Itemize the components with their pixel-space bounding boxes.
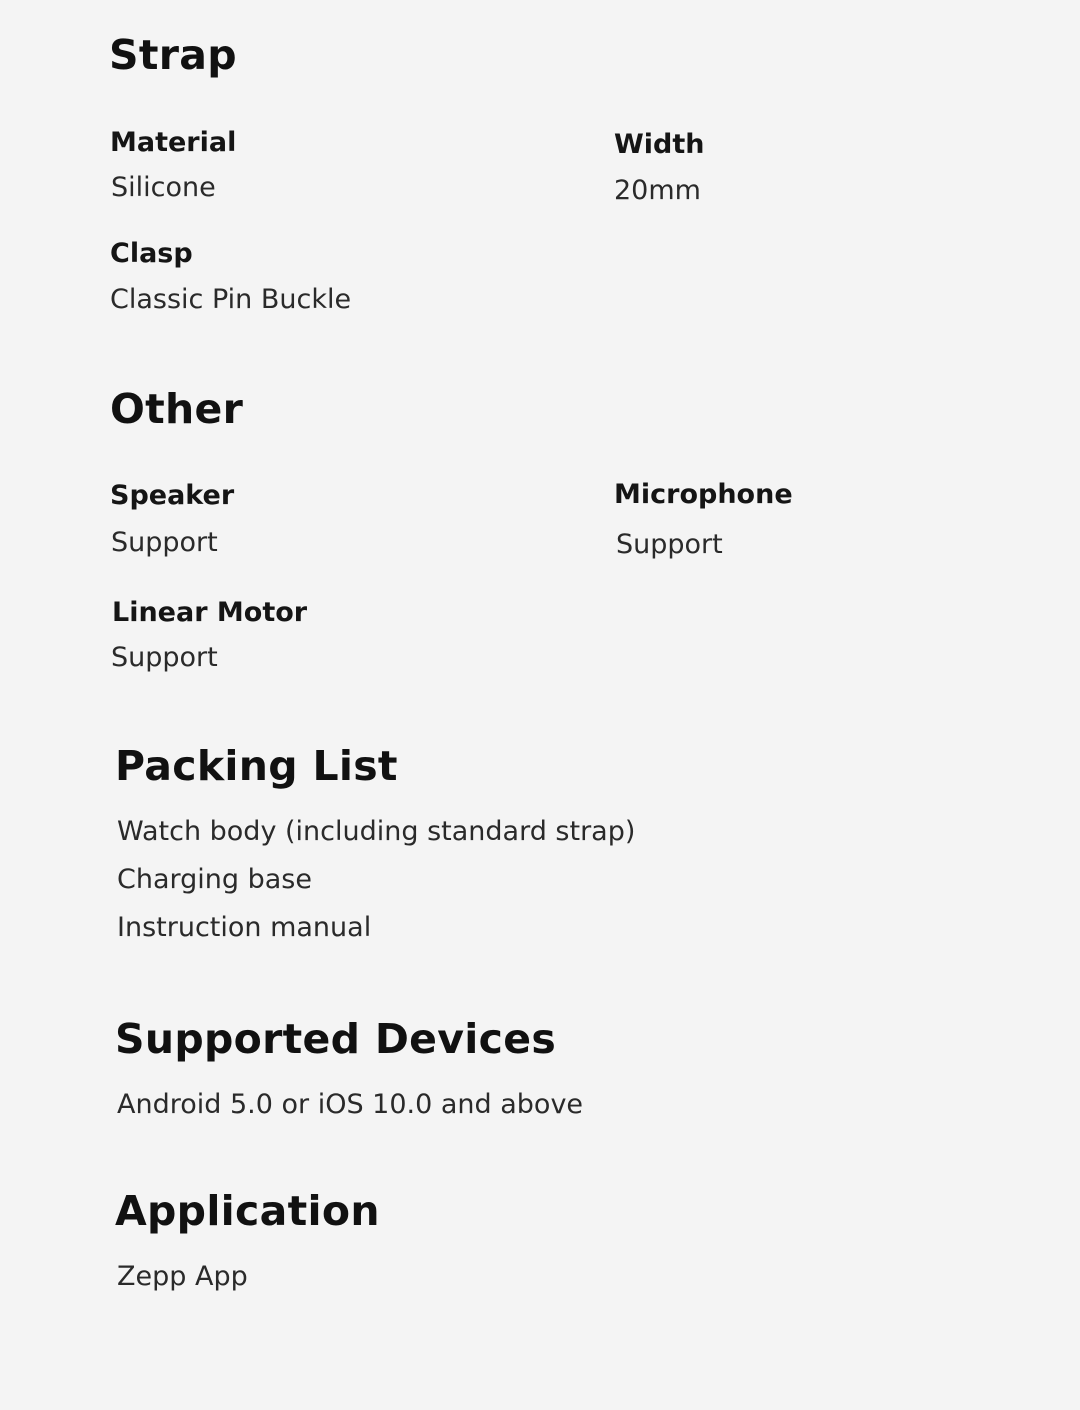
microphone-label: Microphone <box>614 479 793 510</box>
clasp-value: Classic Pin Buckle <box>110 284 352 315</box>
other-section-title: Other <box>110 385 244 433</box>
supported-devices-value: Android 5.0 or iOS 10.0 and above <box>117 1089 584 1120</box>
width-value: 20mm <box>614 175 701 206</box>
packing-list-item: Instruction manual <box>117 912 372 943</box>
linear-motor-label: Linear Motor <box>112 597 308 628</box>
packing-list-item: Charging base <box>117 864 312 895</box>
application-section-title: Application <box>115 1187 380 1235</box>
width-label: Width <box>614 129 705 160</box>
material-label: Material <box>110 127 237 158</box>
packing-list-item: Watch body (including standard strap) <box>117 816 636 847</box>
application-value: Zepp App <box>117 1261 248 1292</box>
strap-section-title: Strap <box>109 31 237 79</box>
microphone-value: Support <box>616 529 723 560</box>
linear-motor-value: Support <box>111 642 218 673</box>
supported-devices-section-title: Supported Devices <box>115 1015 557 1063</box>
speaker-label: Speaker <box>110 480 235 511</box>
packing-list-section-title: Packing List <box>115 742 398 790</box>
clasp-label: Clasp <box>110 238 193 269</box>
speaker-value: Support <box>111 527 218 558</box>
material-value: Silicone <box>111 172 216 203</box>
